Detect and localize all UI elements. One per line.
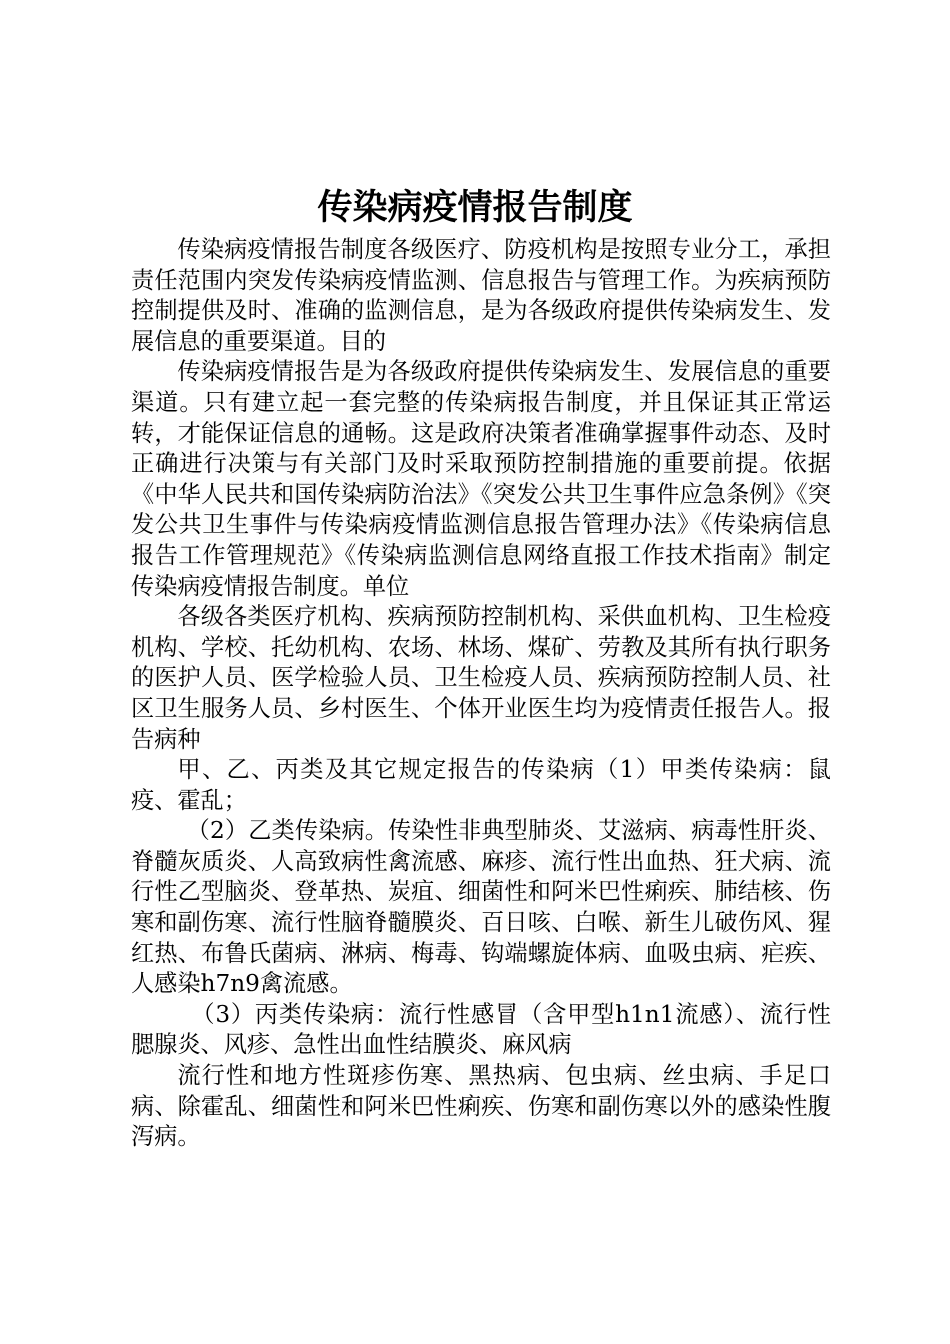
- paragraph-basis: 传染病疫情报告是为各级政府提供传染病发生、发展信息的重要渠道。只有建立起一套完整的传染病报告制度，并且保证其正常运转，才能保证信息的通畅。这是政府决策者准确掌握事件动态、及时正确进行决策与有关部门及时采取预防控制措施的重要前提。依据《中华人民共和国传染病防治法》《突发公共卫生事件应急条例》《突发公共卫生事件与传染病疫情监测信息报告管理办法》《传染病信息报告工作管理规范》《传染病监测信息网络直报工作技术指南》制定传染病疫情报告制度。单位: [131, 358, 831, 600]
- paragraph-units: 各级各类医疗机构、疾病预防控制机构、采供血机构、卫生检疫机构、学校、托幼机构、农场、林场、煤矿、劳教及其所有执行职务的医护人员、医学检验人员、卫生检疫人员、疾病预防控制人员、社区卫生服务人员、乡村医生、个体开业医生均为疫情责任报告人。报告病种: [131, 603, 831, 753]
- document-title: 传染病疫情报告制度: [317, 187, 633, 228]
- paragraph-class-a: 甲、乙、丙类及其它规定报告的传染病（1）甲类传染病：鼠疫、霍乱；: [131, 756, 831, 814]
- document-body: [131, 235, 831, 1153]
- paragraph-class-c: （3）丙类传染病：流行性感冒（含甲型h1n1流感）、流行性腮腺炎、风疹、急性出血性结膜炎、麻风病: [131, 1000, 831, 1059]
- paragraph-class-c-continued: 流行性和地方性斑疹伤寒、黑热病、包虫病、丝虫病、手足口病、除霍乱、细菌性和阿米巴性痢疾、伤寒和副伤寒以外的感染性腹泻病。: [131, 1062, 831, 1151]
- paragraph-class-b: （2）乙类传染病。传染性非典型肺炎、艾滋病、病毒性肝炎、脊髓灰质炎、人高致病性禽流感、麻疹、流行性出血热、狂犬病、流行性乙型脑炎、登革热、炭疽、细菌性和阿米巴性痢疾、肺结核、伤寒和副伤寒、流行性脑脊髓膜炎、百日咳、白喉、新生儿破伤风、猩红热、布鲁氏菌病、淋病、梅毒、钩端螺旋体病、血吸虫病、疟疾、人感染h7n9禽流感。: [131, 817, 831, 998]
- paragraph-purpose: 传染病疫情报告制度各级医疗、防疫机构是按照专业分工，承担责任范围内突发传染病疫情监测、信息报告与管理工作。为疾病预防控制提供及时、准确的监测信息，是为各级政府提供传染病发生、发展信息的重要渠道。目的: [131, 236, 831, 355]
